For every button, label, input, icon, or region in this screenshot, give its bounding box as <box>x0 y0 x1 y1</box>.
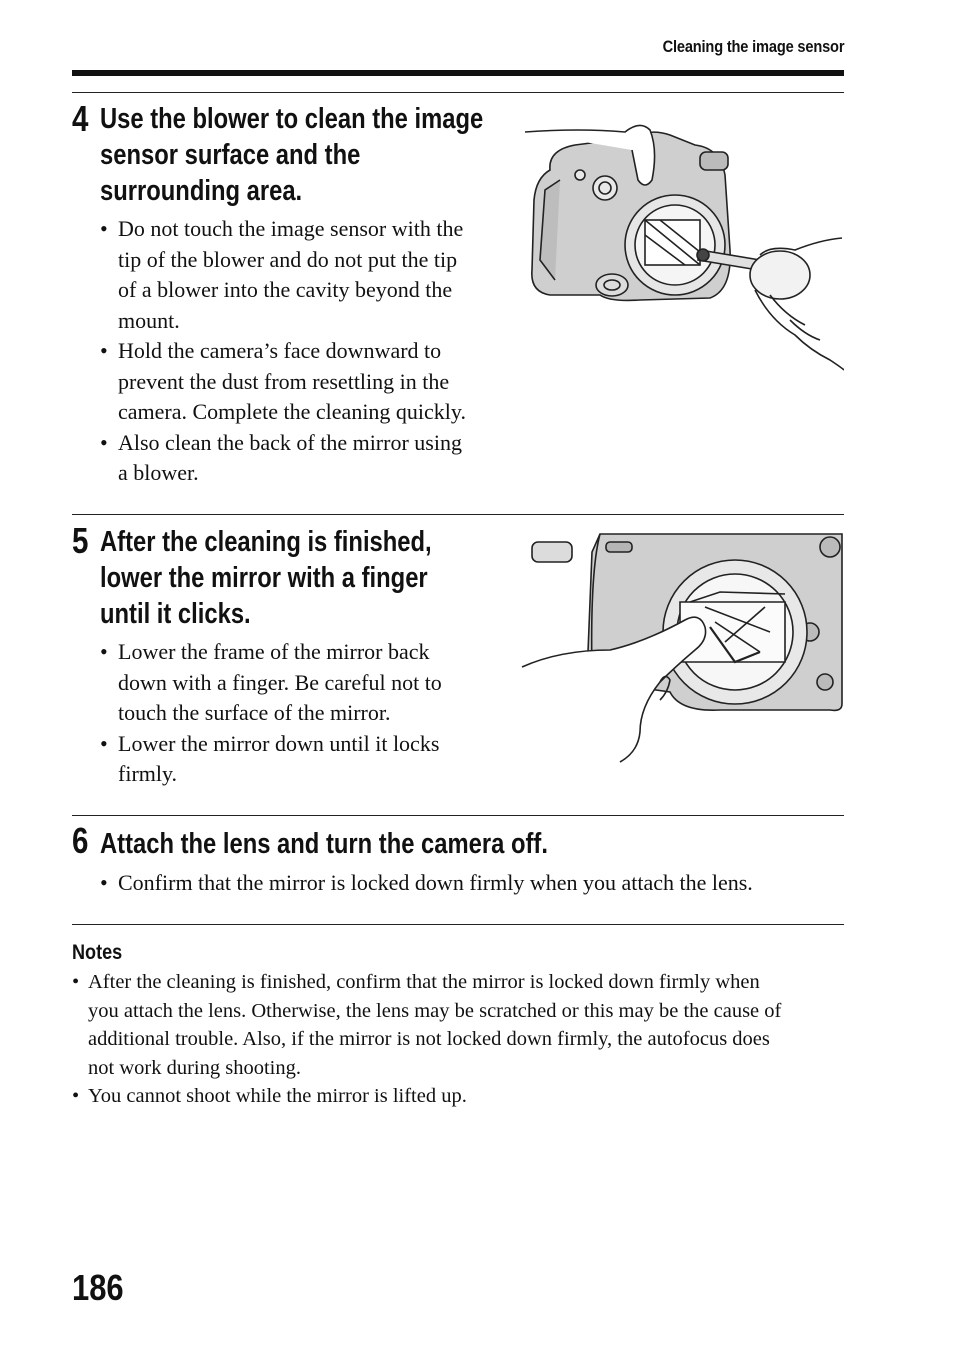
running-head: Cleaning the image sensor <box>662 37 844 56</box>
step-bullet-list <box>98 868 753 899</box>
section-divider <box>72 815 844 816</box>
bullet-line: • Hold the camera’s face downward to <box>118 338 442 363</box>
note-line: not work during shooting. <box>88 1056 301 1079</box>
section-divider <box>72 92 844 93</box>
note-line: additional trouble. Also, if the mirror is not locked down firmly, the autofocus does <box>88 1028 770 1050</box>
page-number: 186 <box>72 1267 124 1308</box>
bullet-line: tip of the blower and do not put the tip <box>118 246 458 272</box>
bullet-line: of a blower into the cavity beyond the <box>118 277 453 302</box>
bullet-line: prevent the dust from resettling in the <box>118 368 450 394</box>
note-line: • After the cleaning is finished, confirm that the mirror is locked down firmly when <box>88 971 760 993</box>
bullet-item <box>98 868 753 899</box>
step-title-line: until it clicks. <box>100 598 251 630</box>
camera-blower-illustration <box>520 120 844 372</box>
note-item <box>72 968 844 1082</box>
bullet-line: a blower. <box>118 460 199 485</box>
step-number: 6 <box>72 820 89 861</box>
step-bullet-list <box>98 637 442 790</box>
section-divider <box>72 924 844 925</box>
bullet-item <box>98 428 466 489</box>
bullet-line: • Lower the frame of the mirror back <box>118 639 430 664</box>
note-line: you attach the lens. Otherwise, the lens may be scratched or this may be the cause of <box>88 999 782 1022</box>
bullet-line: • Also clean the back of the mirror using <box>118 429 462 455</box>
camera-finger-mirror-illustration <box>520 532 844 764</box>
notes-list <box>72 968 844 1111</box>
step-number: 5 <box>72 520 89 561</box>
step-title <box>100 101 483 209</box>
step-title-line: lower the mirror with a finger <box>100 562 428 594</box>
notes-heading: Notes <box>72 941 123 964</box>
bullet-line: • Lower the mirror down until it locks <box>118 730 440 756</box>
bullet-line: firmly. <box>118 761 178 786</box>
step-title-line: After the cleaning is finished, <box>100 526 432 558</box>
bullet-item <box>98 729 442 790</box>
bullet-line: • Do not touch the image sensor with the <box>118 216 464 241</box>
bullet-line: • Confirm that the mirror is locked down firmly when you attach the lens. <box>118 870 753 895</box>
note-line: • You cannot shoot while the mirror is lifted up. <box>88 1085 467 1107</box>
step-number: 4 <box>72 98 89 139</box>
step-title-line: Use the blower to clean the image <box>100 103 484 135</box>
bullet-line: down with a finger. Be careful not to <box>118 669 442 695</box>
bullet-line: mount. <box>118 307 180 333</box>
step-title-line: surrounding area. <box>100 175 303 207</box>
bullet-item <box>98 214 466 336</box>
step-title <box>100 826 548 862</box>
header-rule <box>72 70 844 76</box>
bullet-item <box>98 637 442 729</box>
section-divider <box>72 514 844 515</box>
bullet-item <box>98 336 466 428</box>
step-title <box>100 524 432 632</box>
step-title-line: sensor surface and the <box>100 139 361 171</box>
bullet-line: touch the surface of the mirror. <box>118 700 391 725</box>
bullet-line: camera. Complete the cleaning quickly. <box>118 399 466 424</box>
note-item <box>72 1082 844 1111</box>
step-title-line: Attach the lens and turn the camera off. <box>100 828 548 860</box>
step-bullet-list <box>98 214 466 489</box>
